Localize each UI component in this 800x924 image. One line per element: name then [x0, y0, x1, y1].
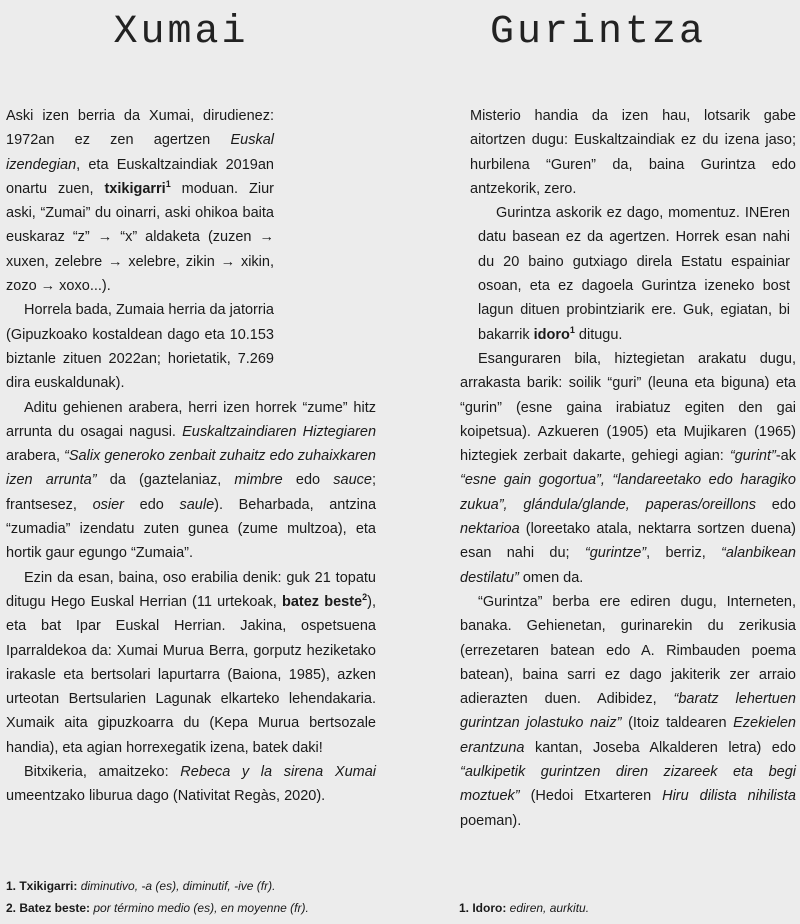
footnote-text: diminutivo, -a (es), diminutif, -ive (fr). — [77, 879, 276, 893]
text-segment: edo — [124, 496, 180, 513]
right-body — [400, 104, 796, 833]
text-segment: “gurintze” — [584, 545, 647, 562]
text-segment: , eta Euskaltzaindiak 2019an onartu zuen, — [6, 156, 274, 197]
text-segment: omen da. — [518, 569, 584, 586]
text-segment: “alanbikean destilatu” — [460, 545, 796, 586]
paragraph — [6, 104, 274, 298]
paragraph — [400, 590, 796, 833]
left-column — [6, 0, 376, 924]
text-segment: edo — [282, 472, 334, 489]
text-segment: ), eta bat Ipar Euskal Herrian. Jakina, ospetsuena Iparraldekoa da: Xumai Murua Berra, gorputz heziketako irakasle eta bertsolari lapurtarra (Baiona, 1985), azken urteotan Bertsularien Lagunak elkarteko lehendakaria. Xumaik aita gipuzkoarra du (Kepa Murua bertsozale handia), eta agian horrexegatik izena, batek daki! — [6, 593, 376, 756]
text-segment: Euskal izendegian — [6, 132, 274, 173]
footnote — [6, 898, 309, 918]
text-segment: “gurint” — [729, 448, 776, 465]
paragraph — [6, 298, 274, 395]
text-segment: Bitxikeria, amaitzeko: — [24, 764, 181, 781]
text-segment: (loreetako atala, nektarra sortzen duena) esan nahi du; — [460, 521, 796, 562]
text-segment: edo — [756, 496, 796, 513]
footnote — [459, 898, 589, 918]
text-segment: Aski izen berria da Xumai, dirudienez: 1972an ez zen agertzen — [6, 108, 274, 149]
text-segment: Aditu gehienen arabera, herri izen horrek “zume” hitz arrunta du osagai nagusi. — [6, 399, 376, 440]
text-segment: “baratz lehertuen gurintzan jolastuko naiz” — [460, 691, 796, 732]
paragraph — [6, 566, 376, 760]
text-segment: ; frantsesez, — [6, 472, 376, 513]
footnote-ref: 1 — [165, 179, 171, 190]
text-segment: , berriz, — [646, 545, 722, 562]
text-segment: Horrela bada, Zumaia herria da jatorria (Gipuzkoako kostaldean dago eta 10.153 biztanle zituen 2022an; horietatik, 7.269 dira euskaldunak). — [6, 302, 274, 392]
text-segment: “Salix generoko zenbait zuhaitz edo zuhaixkaren izen arrunta” — [6, 448, 376, 489]
text-segment: -ak — [775, 448, 796, 465]
text-segment: sauce — [333, 472, 372, 489]
footnote-label: 2. Batez beste: — [6, 901, 91, 915]
footnote-ref: 2 — [362, 592, 368, 603]
text-segment: osier — [92, 496, 124, 513]
text-segment: “aulkipetik gurintzen diren zizareek eta begi moztuek” — [460, 764, 796, 805]
text-segment: ditugu. — [574, 326, 623, 343]
text-segment: (Itoiz taldearen — [621, 715, 734, 732]
text-segment: Euskaltzaindiaren Hiztegiaren — [182, 423, 377, 440]
text-segment: poeman). — [460, 812, 522, 829]
paragraph — [6, 396, 376, 566]
paragraph — [400, 201, 796, 347]
right-column — [400, 0, 796, 924]
left-title: Xumai — [113, 10, 249, 55]
paragraph — [400, 104, 796, 201]
footnote-label: 1. Txikigarri: — [6, 879, 78, 893]
paragraph — [400, 347, 796, 590]
text-segment: Rebeca y la sirena Xumai — [180, 764, 376, 781]
paragraph — [6, 760, 376, 809]
text-segment: “esne gain gogortua”, “landareetako edo haragiko zukua”, glándula/glande, paperas/oreillons — [460, 472, 796, 513]
text-segment: kantan, Joseba Alkalderen letra) edo — [524, 739, 796, 756]
text-segment: ). Beharbada, antzina “zumadia” izendatu zuten gunea (zume multzoa), eta hortik gaur egungo “Zumaia”. — [6, 496, 377, 562]
text-segment: batez beste — [281, 593, 363, 610]
right-title: Gurintza — [489, 10, 707, 55]
text-segment: moduan. Ziur aski, “Zumai” du oinarri, aski ohikoa baita euskaraz “z” → “x” aldaketa (zuzen → xuxen, zelebre → xelebre, zikin → xikin, zozo → xoxo...). — [6, 180, 274, 295]
text-segment: idoro — [533, 326, 570, 343]
text-segment: umeentzako liburua dago (Nativitat Regàs, 2020). — [6, 788, 326, 805]
text-segment: Misterio handia da izen hau, lotsarik gabe aitortzen dugu: Euskaltzaindiak ez du izena jaso; hurbilena “Guren” da, baina Gurintza edo antzekorik, zero. — [470, 108, 796, 197]
text-segment: nektarioa — [460, 521, 520, 538]
text-segment: Gurintza askorik ez dago, momentuz. INEren datu basean ez da agertzen. Horrek esan nahi du 20 baino gutxiago direla Estatu espainiar osoan, eta ez dagoela Gurintza izeneko bost lagun dituen probintziarik ere. Guk, egiatan, bi bakarrik — [478, 205, 790, 343]
left-body — [6, 104, 377, 809]
text-segment: Esanguraren bila, hiztegietan arakatu dugu, arrakasta barik: soilik “guri” (leuna eta biguna) eta “gurin” (esne gaina irabiatuz egiten den gai koipetsua). Azkueren (1905) eta Mujikaren (1965) hiztegiek zerbait dakarte, gehiegi agian: — [460, 350, 796, 465]
text-segment: Ezekielen erantzuna — [460, 715, 796, 756]
footnote-text: ediren, aurkitu. — [506, 901, 590, 915]
text-segment: Ezin da esan, baina, oso erabilia denik: guk 21 topatu ditugu Hego Euskal Herrian (11 urtekoak, — [6, 569, 376, 610]
text-segment: “Gurintza” berba ere ediren dugu, Interneten, banaka. Gehienetan, gurinarekin du zerikusia (errezetaren batean edo A. Rimbauden poema batean), baina sarri ez dago jakiterik zer arraio adierazten duen. Adibidez, — [460, 593, 796, 708]
footnote — [6, 876, 275, 896]
footnote-text: por término medio (es), en moyenne (fr). — [90, 901, 309, 915]
text-segment: (Hedoi Etxarteren — [519, 788, 663, 805]
text-segment: txikigarri — [104, 180, 166, 197]
text-segment: mimbre — [234, 472, 283, 489]
text-segment: da (gaztelaniaz, — [96, 472, 235, 489]
footnote-label: 1. Idoro: — [459, 901, 507, 915]
text-segment: Hiru dilista nihilista — [662, 788, 796, 805]
text-segment: saule — [179, 496, 215, 513]
text-segment: arabera, — [6, 448, 65, 465]
footnote-ref: 1 — [569, 324, 575, 335]
